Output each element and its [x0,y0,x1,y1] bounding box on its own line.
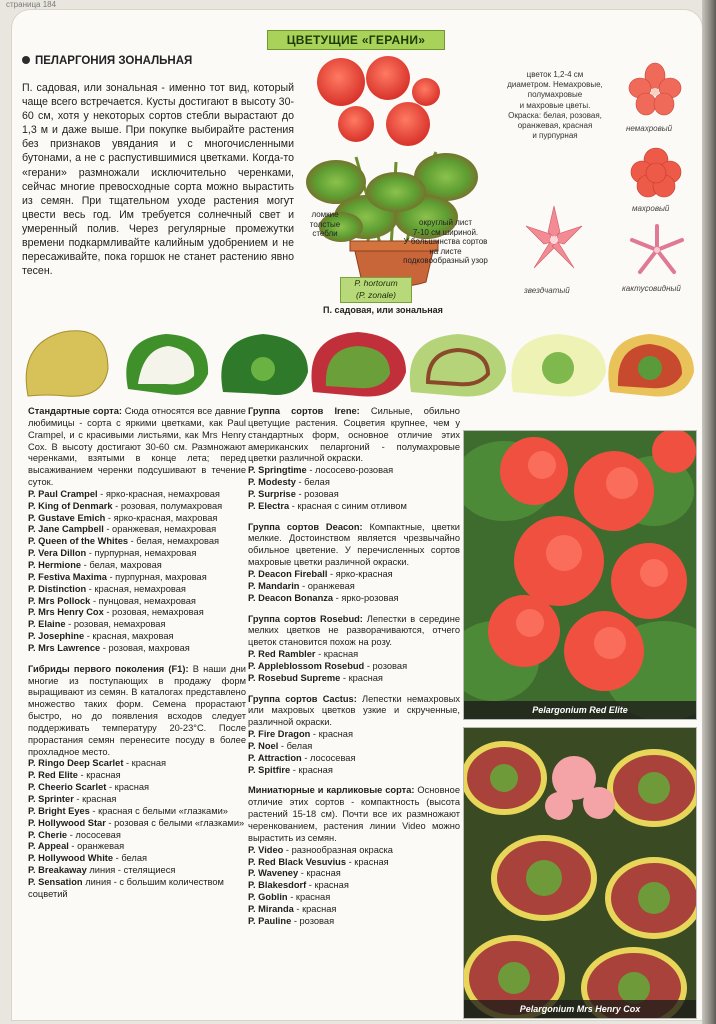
variety-desc: - ярко-розовая [333,592,399,603]
variety-name: P. Modesty [248,477,296,488]
variety-desc: - красная [73,794,117,804]
variety-item [28,572,246,584]
variety-desc: - красная [298,868,341,879]
spacer [248,605,460,614]
variety-item [28,631,246,643]
variety-name: P. Red Black Vesuvius [248,856,347,867]
double-flower-label: махровый [632,204,670,213]
photo-caption-red-elite: Pelargonium Red Elite [464,701,696,719]
illustration-caption: П. садовая, или зональная [323,305,443,315]
variety-desc: - красная [340,672,383,683]
red-elite-photo-image [464,431,697,720]
variety-item [28,607,246,619]
variety-item [28,501,246,513]
variety-item [28,782,246,794]
group-text: Сюда относятся все давние любимицы - сорта с яркими цветками, как Paul Crampel, и с красивыми листьями, как Mrs Henry Cox. В высоту достигают 30-60 см. Размножают черенками, взятыми в конце лета; перед высаживанием черенки подсушивают в течение суток. [28,406,246,488]
variety-name: P. Hollywood White [28,853,114,864]
variety-item [248,673,460,685]
variety-name: P. Mrs Lawrence [28,642,101,653]
variety-item [28,818,246,830]
variety-name: P. Appleblossom Rosebud [248,660,365,671]
varieties-column-middle [248,406,460,928]
spacer [248,685,460,694]
variety-name: P. Red Elite [28,770,78,781]
variety-desc: - красная [287,892,331,903]
spacer [248,513,460,522]
variety-item [28,536,246,548]
single-flower-illustration [624,62,686,122]
variety-name: P. Jane Campbell [28,524,104,535]
variety-item [28,841,246,853]
variety-name: P. Vera Dillon [28,548,87,559]
variety-item [248,904,460,916]
variety-item [28,596,246,608]
variety-item [248,569,460,581]
variety-name: P. Mrs Henry Cox [28,607,104,618]
variety-item [28,560,246,572]
variety-name: P. Ringo Deep Scarlet [28,758,124,769]
group-heading: Группа сортов Rosebud: [248,613,363,624]
variety-name: P. Mandarin [248,580,300,591]
page-number: страница 184 [6,0,57,9]
variety-name: P. Rosebud Supreme [248,672,341,683]
cactus-flower-label: кактусовидный [622,284,681,293]
variety-name: P. Noel [248,740,279,751]
group-text: Сильные, обильно цветущие растения. Соцветия крупнее, чем у стандартных форм, основное отличие этих американских пеларгоний - полумахровые цветки различной окраски. [248,406,460,464]
variety-desc: - красная с белыми «глазками» [89,805,228,816]
group-heading: Миниатюрные и карликовые сорта: [248,785,415,796]
variety-name: P. Paul Crampel [28,488,98,499]
variety-desc: - розовая, полумахровая [112,500,223,511]
variety-desc: - красная, махровая [84,631,174,642]
group-description [248,614,460,650]
mrs-henry-cox-photo-image [464,728,697,1019]
group-heading: Группа сортов Deacon: [248,521,363,532]
variety-desc: - красная, немахровая [86,583,186,594]
variety-item [248,661,460,673]
variety-name: P. Miranda [248,903,294,914]
variety-name: P. Deacon Fireball [248,568,328,579]
group-heading: Стандартные сорта: [28,406,122,416]
single-flower-label: немахровый [626,124,673,133]
variety-item [248,477,460,489]
variety-desc: - розовая [291,915,335,926]
variety-item [248,741,460,753]
photo-mrs-henry-cox [463,727,697,1019]
variety-desc: - ярко-красная, немахровая [97,488,220,499]
variety-desc: - розовая, немахровая [65,619,166,630]
variety-item [28,853,246,865]
variety-name: P. Festiva Maxima [28,571,107,582]
group-text: Компактные, цветки мелкие. Достоинством является чрезвычайно обильное цветение. У перечисленных сортов махровые цветки различной окраски. [248,521,461,568]
group-description [248,406,460,465]
species-name: P. hortorum [354,278,398,288]
page-edge-shadow [702,0,716,1024]
variety-desc: - ярко-красная, махровая [105,512,218,523]
variety-name: P. Distinction [28,583,87,594]
variety-item [28,584,246,596]
variety-name: P. Cheerio Scarlet [28,782,107,793]
group-description [28,406,246,489]
leaf-green [221,334,308,395]
group-heading: Гибриды первого поколения (F1): [28,663,189,674]
variety-item [28,489,246,501]
leaf-tricolor [608,334,694,397]
variety-desc: - красная [106,782,150,793]
variety-name: P. Elaine [28,619,66,630]
variety-desc: - розовая, немахровая [103,607,204,618]
variety-item [28,830,246,842]
variety-desc: - оранжевая, немахровая [103,524,217,535]
variety-item [28,865,246,877]
group-description [248,785,460,844]
variety-item [248,857,460,869]
variety-name: P. Breakaway [28,865,87,876]
variety-desc: - красная [346,856,389,867]
section-banner: ЦВЕТУЩИЕ «ГЕРАНИ» [267,30,445,50]
variety-desc: - красная [293,903,337,914]
variety-desc: - ярко-красная [327,568,393,579]
variety-desc: - красная [77,770,121,781]
variety-item [248,501,460,513]
group-heading: Группа сортов Irene: [248,406,360,416]
variety-name: P. Sprinter [28,794,74,804]
photo-red-elite [463,430,697,720]
variety-item [28,758,246,770]
variety-name: P. Fire Dragon [248,729,311,740]
variety-name: P. Waveney [248,868,299,879]
group-text: Лепестки немахровых или махровых цветков узкие и скрученные, различной окраски. [248,693,460,728]
variety-name: P. Attraction [248,752,302,763]
variety-desc: - белая, махровая [81,559,162,570]
variety-desc: - белая, немахровая [128,536,220,547]
variety-name: P. Electra [248,500,290,511]
variety-desc: - розовая [364,660,408,671]
section-title-text: ПЕЛАРГОНИЯ ЗОНАЛЬНАЯ [35,55,193,67]
variety-desc: - лососевая [301,752,356,763]
variety-desc: - белая [295,477,330,488]
flower-description: цветок 1,2-4 см диаметром. Немахровые, полумахровые и махровые цветы. Окраска: белая, розовая, оранжевая, красная и пурпурная [507,70,603,141]
spacer [248,776,460,785]
stem-label: ломкие толстые стебли [309,210,341,238]
leaf-red-zone [311,332,406,397]
variety-desc: - пурпурная, махровая [106,571,207,582]
variety-item [248,465,460,477]
varieties-column-left [28,406,246,901]
variety-desc: - лососево-розовая [306,465,394,476]
variety-name: P. Mrs Pollock [28,595,91,606]
variety-name: P. Gustave Emich [28,512,106,523]
double-flower-illustration [628,146,684,200]
flower-heads [317,56,440,146]
variety-item [28,619,246,631]
group-heading: Группа сортов Cactus: [248,693,357,704]
variety-name: P. Surprise [248,488,296,499]
variety-item [248,489,460,501]
variety-item [28,877,246,901]
variety-desc: - красная [310,729,354,740]
photo-caption-mrs-henry-cox: Pelargonium Mrs Henry Cox [464,1000,696,1018]
bullet-icon [22,56,30,64]
variety-desc: - белая [113,853,148,864]
variety-desc: линия - с большим количеством соцветий [28,876,224,899]
variety-desc: - красная [315,649,359,660]
variety-name: P. Blakesdorf [248,880,307,891]
variety-name: P. Springtime [248,465,307,476]
group-description [248,522,460,569]
variety-item [248,916,460,928]
cactus-flower-illustration [626,222,688,278]
variety-item [248,765,460,777]
variety-desc: - пунцовая, немахровая [90,595,196,606]
variety-desc: - розовая, махровая [100,642,190,653]
variety-item [28,794,246,806]
leaf-variegated-cream [511,334,606,397]
variety-desc: - разнообразная окраска [283,844,393,855]
variety-name: P. Cherie [28,829,68,840]
variety-item [28,513,246,525]
variety-name: P. Appeal [28,841,69,852]
variety-desc: - розовая с белыми «глазками» [105,817,245,828]
variety-desc: - белая [278,740,313,751]
variety-name: P. Hollywood Star [28,817,106,828]
star-flower-label: звездчатый [524,286,570,295]
leaf-label: округлый лист 7-10 см шириной. У большинства сортов на листе подковообразный узор [403,218,488,265]
variety-desc: - красная [290,764,333,775]
variety-item [248,581,460,593]
variety-item [248,845,460,857]
variety-name: P. Bright Eyes [28,805,90,816]
star-flower-illustration [520,202,588,276]
intro-paragraph: П. садовая, или зональная - именно тот вид, который чаще всего встречается. Кусты достигают в высоту 30-60 см, хотя у некоторых сортов стебли вырастают до 1,3 м и даже выше. При покупке выбирайте растения без признаков увядания и с многочисленными бутонами, а не с распустившимися цветками. Когда-то «герани» размножали исключительно черенками, сейчас многие превосходные сорта можно вырастить из семян. При тщательном уходе растения могут цвести весь год. Им требуется солнечный свет и умеренный полив. Через регулярные промежутки времени подкармливайте калийным удобрением и не пересаживайте, пока горшок не станет растению явно тесен. [22,82,294,278]
variety-name: P. Sensation [28,876,83,887]
variety-name: P. Queen of the Whites [28,536,129,547]
section-title [22,55,192,67]
group-text: Лепестки в середине мелких цветков не разворачиваются, отчего цветок становится похож на розу. [248,613,460,648]
variety-item [28,806,246,818]
variety-item [248,868,460,880]
variety-desc: - оранжевая [68,841,125,852]
variety-item [28,643,246,655]
leaf-silver [126,334,208,395]
variety-name: P. Goblin [248,892,288,903]
variety-name: P. Spitfire [248,764,291,775]
group-description [248,694,460,730]
group-text: Основное отличие этих сортов - компактность (высота растений 15-18 см). Почти все их размножают черенкованием, растения линии Video можно вырастить из семян. [248,785,460,843]
group-text: В наши дни многие из поступающих в продажу форм выращивают из семян. В каталогах представлено множество таких форм. Семена прорастают быстро, но до появления всходов следует поддерживать температуру 20-23°С. После прорастания семян перенесите посуду в более прохладное место. [28,663,246,757]
variety-item [248,880,460,892]
spacer [28,655,246,664]
variety-name: P. Josephine [28,631,85,642]
variety-item [248,593,460,605]
variety-name: P. Hermione [28,559,82,570]
leaf-golden [26,331,108,396]
leaf-varieties-row [18,324,694,404]
variety-name: P. Pauline [248,915,292,926]
leaf-brown-zone [410,334,506,397]
variety-name: P. Deacon Bonanza [248,592,334,603]
group-description [28,664,246,759]
species-label [340,277,412,303]
variety-name: P. Video [248,844,284,855]
variety-desc: - красная [123,758,167,769]
species-synonym: (P. zonale) [355,289,396,300]
variety-item [248,729,460,741]
variety-desc: - оранжевая [299,580,355,591]
variety-item [28,524,246,536]
variety-name: P. Red Rambler [248,649,316,660]
variety-item [248,892,460,904]
variety-item [28,548,246,560]
variety-desc: - красная с синим отливом [289,500,407,511]
variety-name: P. King of Denmark [28,500,113,511]
variety-desc: - розовая [295,488,339,499]
variety-item [248,753,460,765]
variety-desc: - пурпурная, немахровая [86,548,197,559]
variety-desc: - красная [306,880,349,891]
variety-desc: - лососевая [67,829,121,840]
variety-item [28,770,246,782]
variety-item [248,649,460,661]
variety-desc: линия - стелящиеся [86,865,176,876]
